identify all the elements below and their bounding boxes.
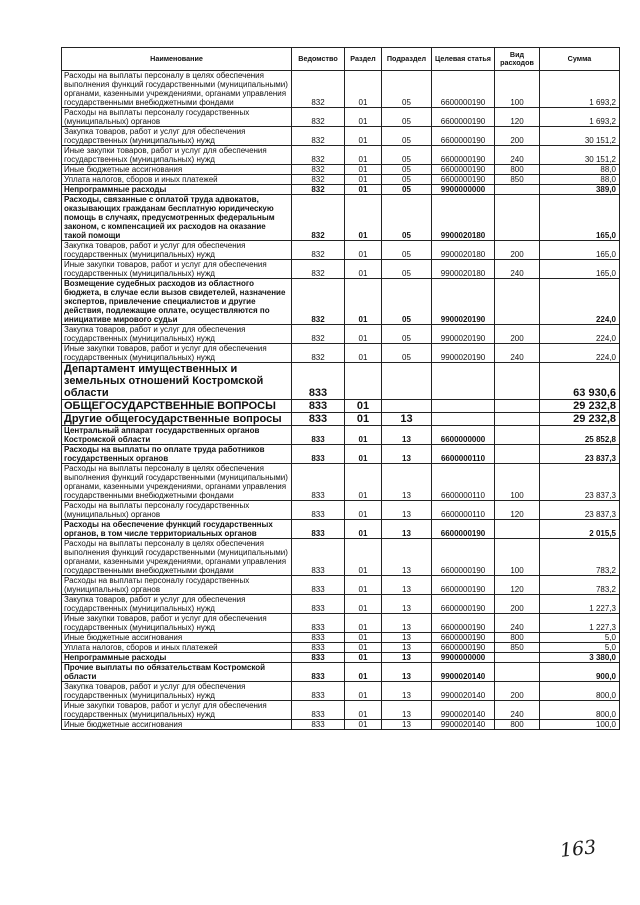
row-name: Иные закупки товаров, работ и услуг для обеспечения государственных (муниципальных) нужд <box>62 701 292 720</box>
table-row <box>62 71 620 108</box>
table-row <box>62 445 620 464</box>
row-section: 01 <box>345 71 382 108</box>
row-subsection: 05 <box>382 241 432 260</box>
row-amount: 100,0 <box>540 720 620 730</box>
row-amount: 5,0 <box>540 633 620 643</box>
row-dept: 832 <box>292 185 345 195</box>
row-dept: 833 <box>292 426 345 445</box>
row-subsection: 13 <box>382 643 432 653</box>
row-exp-type: 120 <box>495 576 540 595</box>
table-row <box>62 614 620 633</box>
row-exp-type <box>495 363 540 400</box>
header-subsection: Подраздел <box>382 48 432 71</box>
table-row <box>62 127 620 146</box>
row-section: 01 <box>345 413 382 426</box>
row-name: Расходы, связанные с оплатой труда адвокатов, оказывающих гражданам бесплатную юридическую помощь в случаях, предусмотренных федеральным законом, с компенсацией их расходов на оказание такой помощи <box>62 195 292 241</box>
row-exp-type: 100 <box>495 464 540 501</box>
table-row <box>62 195 620 241</box>
row-exp-type: 200 <box>495 325 540 344</box>
row-subsection: 05 <box>382 260 432 279</box>
row-name: Расходы на выплаты персоналу государственных (муниципальных) органов <box>62 501 292 520</box>
table-row <box>62 185 620 195</box>
row-exp-type <box>495 445 540 464</box>
table-row <box>62 344 620 363</box>
row-section: 01 <box>345 241 382 260</box>
row-target: 9900020180 <box>432 260 495 279</box>
row-name: Департамент имущественных и земельных отношений Костромской области <box>62 363 292 400</box>
row-dept: 833 <box>292 445 345 464</box>
row-target: 9900000000 <box>432 185 495 195</box>
table-row <box>62 539 620 576</box>
row-subsection: 13 <box>382 426 432 445</box>
row-dept: 833 <box>292 464 345 501</box>
row-section: 01 <box>345 653 382 663</box>
row-name: Расходы на выплаты по оплате труда работников государственных органов <box>62 445 292 464</box>
row-subsection: 13 <box>382 633 432 643</box>
table-row <box>62 426 620 445</box>
row-target: 6600000190 <box>432 127 495 146</box>
row-amount: 29 232,8 <box>540 413 620 426</box>
row-target: 9900020180 <box>432 195 495 241</box>
row-subsection: 13 <box>382 595 432 614</box>
row-subsection: 13 <box>382 701 432 720</box>
row-amount: 23 837,3 <box>540 445 620 464</box>
row-name: Закупка товаров, работ и услуг для обеспечения государственных (муниципальных) нужд <box>62 595 292 614</box>
row-name: Уплата налогов, сборов и иных платежей <box>62 643 292 653</box>
row-amount: 1 227,3 <box>540 595 620 614</box>
row-section: 01 <box>345 682 382 701</box>
row-dept: 833 <box>292 633 345 643</box>
row-dept: 833 <box>292 363 345 400</box>
row-target: 6600000190 <box>432 643 495 653</box>
row-name: Иные закупки товаров, работ и услуг для обеспечения государственных (муниципальных) нужд <box>62 146 292 165</box>
row-exp-type <box>495 663 540 682</box>
row-amount: 783,2 <box>540 576 620 595</box>
row-subsection: 05 <box>382 127 432 146</box>
row-name: Закупка товаров, работ и услуг для обеспечения государственных (муниципальных) нужд <box>62 682 292 701</box>
row-target: 6600000190 <box>432 633 495 643</box>
row-target: 6600000190 <box>432 108 495 127</box>
row-dept: 832 <box>292 165 345 175</box>
row-dept: 832 <box>292 195 345 241</box>
row-target: 9900000000 <box>432 653 495 663</box>
header-exp-type: Вид расходов <box>495 48 540 71</box>
row-exp-type: 850 <box>495 643 540 653</box>
table-row <box>62 720 620 730</box>
table-row <box>62 175 620 185</box>
row-subsection: 13 <box>382 663 432 682</box>
row-section: 01 <box>345 279 382 325</box>
table-row <box>62 520 620 539</box>
row-name: Непрограммные расходы <box>62 653 292 663</box>
row-exp-type: 240 <box>495 344 540 363</box>
row-amount: 2 015,5 <box>540 520 620 539</box>
row-amount: 23 837,3 <box>540 464 620 501</box>
header-dept: Ведомство <box>292 48 345 71</box>
row-subsection: 13 <box>382 445 432 464</box>
row-amount: 1 227,3 <box>540 614 620 633</box>
row-section: 01 <box>345 595 382 614</box>
row-exp-type: 240 <box>495 701 540 720</box>
row-section: 01 <box>345 701 382 720</box>
row-section: 01 <box>345 175 382 185</box>
row-dept: 833 <box>292 663 345 682</box>
row-exp-type: 200 <box>495 595 540 614</box>
row-amount: 3 380,0 <box>540 653 620 663</box>
row-exp-type <box>495 400 540 413</box>
row-section: 01 <box>345 260 382 279</box>
row-target: 6600000190 <box>432 165 495 175</box>
row-name: Иные бюджетные ассигнования <box>62 720 292 730</box>
row-section: 01 <box>345 127 382 146</box>
row-target: 6600000190 <box>432 175 495 185</box>
row-section: 01 <box>345 195 382 241</box>
table-row <box>62 413 620 426</box>
row-dept: 833 <box>292 682 345 701</box>
row-target <box>432 363 495 400</box>
row-exp-type: 240 <box>495 614 540 633</box>
table-row <box>62 501 620 520</box>
row-dept: 833 <box>292 701 345 720</box>
row-name: Расходы на выплаты персоналу в целях обеспечения выполнения функций государственными (муниципальными) органами, казенными учреждениями, органами управления государственными внебюджетными фондами <box>62 71 292 108</box>
row-exp-type: 120 <box>495 501 540 520</box>
row-subsection <box>382 400 432 413</box>
row-dept: 833 <box>292 501 345 520</box>
row-subsection: 13 <box>382 413 432 426</box>
row-exp-type: 100 <box>495 71 540 108</box>
row-amount: 30 151,2 <box>540 146 620 165</box>
row-target: 6600000110 <box>432 445 495 464</box>
row-exp-type: 200 <box>495 682 540 701</box>
row-section: 01 <box>345 614 382 633</box>
row-exp-type: 100 <box>495 539 540 576</box>
row-dept: 833 <box>292 539 345 576</box>
row-section: 01 <box>345 720 382 730</box>
row-amount: 165,0 <box>540 241 620 260</box>
table-row <box>62 260 620 279</box>
table-row <box>62 241 620 260</box>
row-exp-type: 200 <box>495 241 540 260</box>
row-target: 9900020140 <box>432 720 495 730</box>
row-subsection: 05 <box>382 185 432 195</box>
row-dept: 832 <box>292 344 345 363</box>
row-amount: 1 693,2 <box>540 71 620 108</box>
row-target: 6600000190 <box>432 146 495 165</box>
row-name: Прочие выплаты по обязательствам Костромской области <box>62 663 292 682</box>
row-dept: 832 <box>292 127 345 146</box>
row-exp-type: 800 <box>495 720 540 730</box>
row-subsection: 13 <box>382 576 432 595</box>
row-amount: 165,0 <box>540 195 620 241</box>
row-name: Закупка товаров, работ и услуг для обеспечения государственных (муниципальных) нужд <box>62 241 292 260</box>
row-subsection: 13 <box>382 653 432 663</box>
row-name: Иные бюджетные ассигнования <box>62 633 292 643</box>
row-name: Иные бюджетные ассигнования <box>62 165 292 175</box>
table-row <box>62 464 620 501</box>
row-dept: 833 <box>292 595 345 614</box>
row-amount: 224,0 <box>540 344 620 363</box>
row-target: 9900020140 <box>432 663 495 682</box>
row-target: 6600000110 <box>432 501 495 520</box>
table-row <box>62 325 620 344</box>
row-exp-type <box>495 413 540 426</box>
row-exp-type <box>495 185 540 195</box>
row-subsection: 13 <box>382 501 432 520</box>
row-target: 6600000190 <box>432 520 495 539</box>
row-dept: 833 <box>292 400 345 413</box>
row-exp-type <box>495 279 540 325</box>
row-name: Расходы на выплаты персоналу в целях обеспечения выполнения функций государственными (муниципальными) органами, казенными учреждениями, органами управления государственными внебюджетными фондами <box>62 464 292 501</box>
row-subsection: 05 <box>382 344 432 363</box>
row-subsection: 13 <box>382 720 432 730</box>
row-amount: 1 693,2 <box>540 108 620 127</box>
row-name: Непрограммные расходы <box>62 185 292 195</box>
row-name: Иные закупки товаров, работ и услуг для обеспечения государственных (муниципальных) нужд <box>62 344 292 363</box>
row-dept: 832 <box>292 325 345 344</box>
header-section: Раздел <box>345 48 382 71</box>
row-name: Закупка товаров, работ и услуг для обеспечения государственных (муниципальных) нужд <box>62 325 292 344</box>
row-exp-type: 200 <box>495 127 540 146</box>
header-name: Наименование <box>62 48 292 71</box>
table-row <box>62 653 620 663</box>
row-name: Уплата налогов, сборов и иных платежей <box>62 175 292 185</box>
row-exp-type: 800 <box>495 165 540 175</box>
row-subsection: 13 <box>382 464 432 501</box>
row-exp-type: 120 <box>495 108 540 127</box>
row-name: Расходы на выплаты персоналу в целях обеспечения выполнения функций государственными (муниципальными) органами, казенными учреждениями, органами управления государственными внебюджетными фондами <box>62 539 292 576</box>
row-section: 01 <box>345 663 382 682</box>
row-subsection: 13 <box>382 682 432 701</box>
table-row <box>62 279 620 325</box>
table-row <box>62 165 620 175</box>
page-number: 163 <box>558 836 598 862</box>
row-section: 01 <box>345 108 382 127</box>
table-row <box>62 400 620 413</box>
row-exp-type <box>495 195 540 241</box>
table-row <box>62 108 620 127</box>
row-target: 6600000190 <box>432 576 495 595</box>
row-amount: 88,0 <box>540 175 620 185</box>
row-subsection: 05 <box>382 279 432 325</box>
row-target: 6600000110 <box>432 464 495 501</box>
row-name: ОБЩЕГОСУДАРСТВЕННЫЕ ВОПРОСЫ <box>62 400 292 413</box>
row-section: 01 <box>345 633 382 643</box>
table-row <box>62 595 620 614</box>
budget-table <box>61 47 620 730</box>
row-subsection: 05 <box>382 165 432 175</box>
row-target: 6600000190 <box>432 595 495 614</box>
table-row <box>62 633 620 643</box>
row-section: 01 <box>345 643 382 653</box>
row-subsection <box>382 363 432 400</box>
row-target: 6600000000 <box>432 426 495 445</box>
row-name: Центральный аппарат государственных органов Костромской области <box>62 426 292 445</box>
table-row <box>62 146 620 165</box>
row-amount: 224,0 <box>540 325 620 344</box>
row-exp-type <box>495 520 540 539</box>
row-amount: 800,0 <box>540 682 620 701</box>
row-section: 01 <box>345 165 382 175</box>
row-dept: 832 <box>292 260 345 279</box>
row-exp-type: 240 <box>495 260 540 279</box>
header-target: Целевая статья <box>432 48 495 71</box>
row-section: 01 <box>345 325 382 344</box>
row-amount: 900,0 <box>540 663 620 682</box>
row-amount: 29 232,8 <box>540 400 620 413</box>
row-dept: 832 <box>292 279 345 325</box>
row-section: 01 <box>345 426 382 445</box>
row-section: 01 <box>345 344 382 363</box>
row-section: 01 <box>345 539 382 576</box>
row-section: 01 <box>345 445 382 464</box>
row-dept: 832 <box>292 71 345 108</box>
row-target <box>432 400 495 413</box>
row-dept: 833 <box>292 520 345 539</box>
row-target: 9900020140 <box>432 682 495 701</box>
table-row <box>62 576 620 595</box>
table-row <box>62 363 620 400</box>
row-name: Возмещение судебных расходов из областного бюджета, в случае если вызов свидетелей, назначение экспертов, привлечение специалистов и другие действия, подлежащие оплате, осуществляются по инициативе мирового судьи <box>62 279 292 325</box>
row-subsection: 05 <box>382 175 432 185</box>
row-amount: 5,0 <box>540 643 620 653</box>
row-target: 9900020190 <box>432 279 495 325</box>
row-amount: 783,2 <box>540 539 620 576</box>
row-section: 01 <box>345 400 382 413</box>
table-row <box>62 682 620 701</box>
row-subsection: 05 <box>382 195 432 241</box>
row-exp-type <box>495 426 540 445</box>
row-name: Другие общегосударственные вопросы <box>62 413 292 426</box>
row-dept: 833 <box>292 614 345 633</box>
row-exp-type <box>495 653 540 663</box>
row-exp-type: 850 <box>495 175 540 185</box>
row-dept: 832 <box>292 146 345 165</box>
row-target: 9900020180 <box>432 241 495 260</box>
row-dept: 832 <box>292 175 345 185</box>
row-amount: 25 852,8 <box>540 426 620 445</box>
row-section: 01 <box>345 146 382 165</box>
row-section: 01 <box>345 520 382 539</box>
row-amount: 389,0 <box>540 185 620 195</box>
row-subsection: 13 <box>382 614 432 633</box>
row-name: Закупка товаров, работ и услуг для обеспечения государственных (муниципальных) нужд <box>62 127 292 146</box>
row-section: 01 <box>345 464 382 501</box>
row-dept: 833 <box>292 643 345 653</box>
row-section <box>345 363 382 400</box>
row-amount: 800,0 <box>540 701 620 720</box>
row-section: 01 <box>345 185 382 195</box>
row-name: Расходы на выплаты персоналу государственных (муниципальных) органов <box>62 576 292 595</box>
row-subsection: 05 <box>382 71 432 108</box>
row-dept: 833 <box>292 720 345 730</box>
row-amount: 88,0 <box>540 165 620 175</box>
table-body <box>62 71 620 730</box>
row-dept: 833 <box>292 653 345 663</box>
row-target <box>432 413 495 426</box>
row-subsection: 05 <box>382 325 432 344</box>
table-row <box>62 701 620 720</box>
row-amount: 63 930,6 <box>540 363 620 400</box>
row-subsection: 13 <box>382 520 432 539</box>
row-section: 01 <box>345 501 382 520</box>
row-target: 6600000190 <box>432 71 495 108</box>
row-dept: 832 <box>292 241 345 260</box>
row-target: 6600000190 <box>432 614 495 633</box>
row-subsection: 05 <box>382 146 432 165</box>
row-subsection: 13 <box>382 539 432 576</box>
row-exp-type: 800 <box>495 633 540 643</box>
row-amount: 30 151,2 <box>540 127 620 146</box>
table-row <box>62 663 620 682</box>
row-name: Расходы на обеспечение функций государственных органов, в том числе территориальных органов <box>62 520 292 539</box>
row-amount: 23 837,3 <box>540 501 620 520</box>
row-subsection: 05 <box>382 108 432 127</box>
row-dept: 833 <box>292 413 345 426</box>
table-row <box>62 643 620 653</box>
header-amount: Сумма <box>540 48 620 71</box>
row-dept: 832 <box>292 108 345 127</box>
row-target: 9900020190 <box>432 344 495 363</box>
row-name: Иные закупки товаров, работ и услуг для обеспечения государственных (муниципальных) нужд <box>62 614 292 633</box>
row-amount: 165,0 <box>540 260 620 279</box>
row-name: Расходы на выплаты персоналу государственных (муниципальных) органов <box>62 108 292 127</box>
row-exp-type: 240 <box>495 146 540 165</box>
row-target: 9900020190 <box>432 325 495 344</box>
table-header-row <box>62 48 620 71</box>
row-target: 9900020140 <box>432 701 495 720</box>
row-dept: 833 <box>292 576 345 595</box>
row-name: Иные закупки товаров, работ и услуг для обеспечения государственных (муниципальных) нужд <box>62 260 292 279</box>
budget-table-sheet <box>61 47 619 730</box>
row-amount: 224,0 <box>540 279 620 325</box>
row-target: 6600000190 <box>432 539 495 576</box>
row-section: 01 <box>345 576 382 595</box>
